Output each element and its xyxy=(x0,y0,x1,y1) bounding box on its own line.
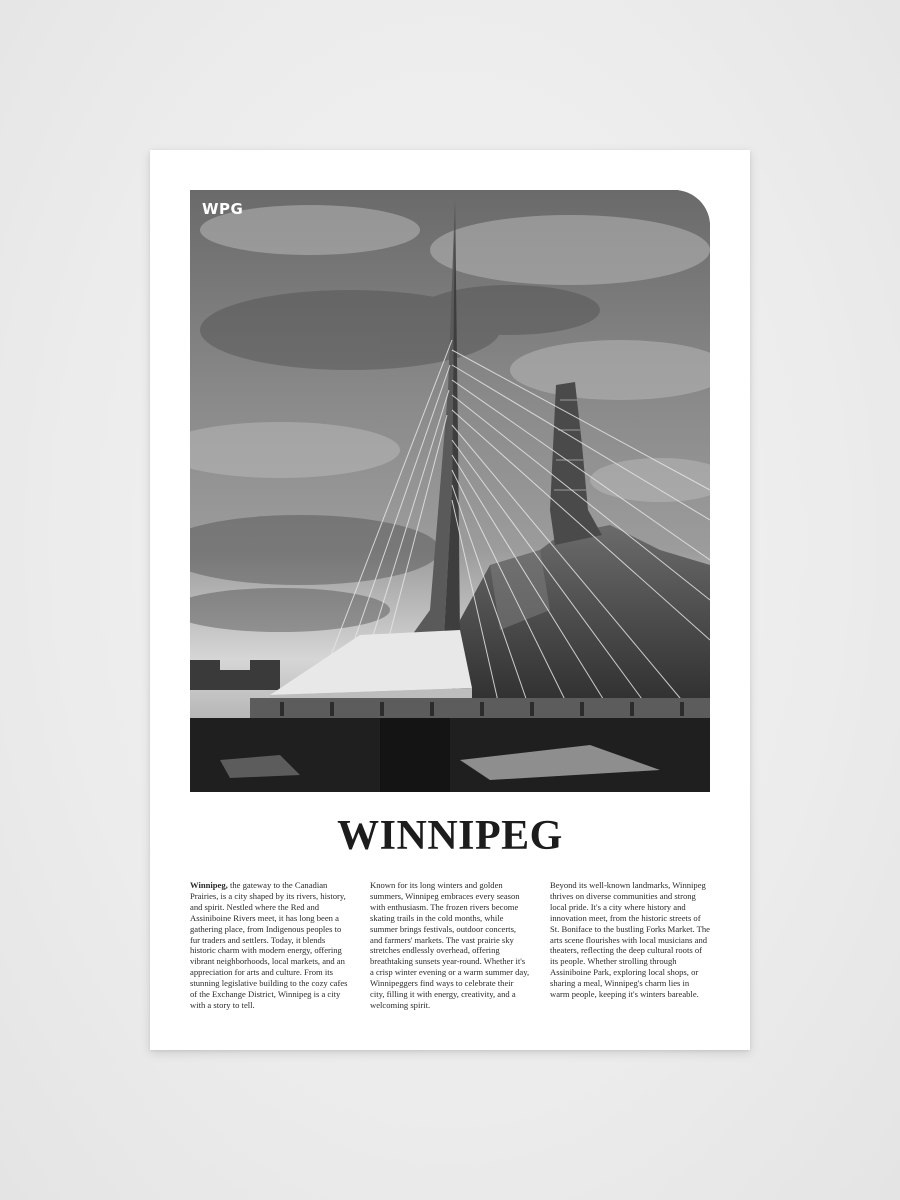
bridge-photo-illustration xyxy=(190,190,710,792)
text-column-1 xyxy=(190,880,350,1011)
poster xyxy=(150,150,750,1050)
photo-tag: WPG xyxy=(202,200,244,218)
text-column-2: Known for its long winters and golden summers, Winnipeg embraces every season with enthusiasm. The frozen rivers become skating trails in the cold months, while summer brings festivals, outdoor concerts, and farmers' markets. The vast prairie sky stretches endlessly overhead, offering breathtaking sunsets year-round. Whether it's a crisp winter evening or a warm summer day, Winnipeggers find ways to celebrate their city, filling it with energy, creativity, and a welcoming spirit. xyxy=(370,880,530,1010)
bridge-photo xyxy=(190,190,710,792)
column-1-lead: Winnipeg, xyxy=(190,880,228,890)
text-columns xyxy=(190,880,710,1011)
text-column-3: Beyond its well-known landmarks, Winnipeg thrives on diverse communities and strong local pride. It's a city where history and innovation meet, from the historic streets of St. Boniface to the bustling Forks Market. The arts scene flourishes with local musicians and theaters, reflecting the deep cultural roots of its people. Whether strolling through Assiniboine Park, exploring local shops, or sharing a meal, Winnipeg's charm lies in warm people, keeping it's winters bareable. xyxy=(550,880,710,1000)
column-1-body: the gateway to the Canadian Prairies, is a city shaped by its rivers, history, and spirit. Nestled where the Red and Assiniboine Rivers meet, it has long been a gathering place, from Indigenous peoples to fur traders and settlers. Today, it blends historic charm with modern energy, offering vibrant neighborhoods, local markets, and an appreciation for arts and culture. From its stunning legislative building to the cozy cafes of the Exchange District, Winnipeg is a city with a story to tell. xyxy=(190,880,348,1010)
poster-title: WINNIPEG xyxy=(337,813,563,859)
